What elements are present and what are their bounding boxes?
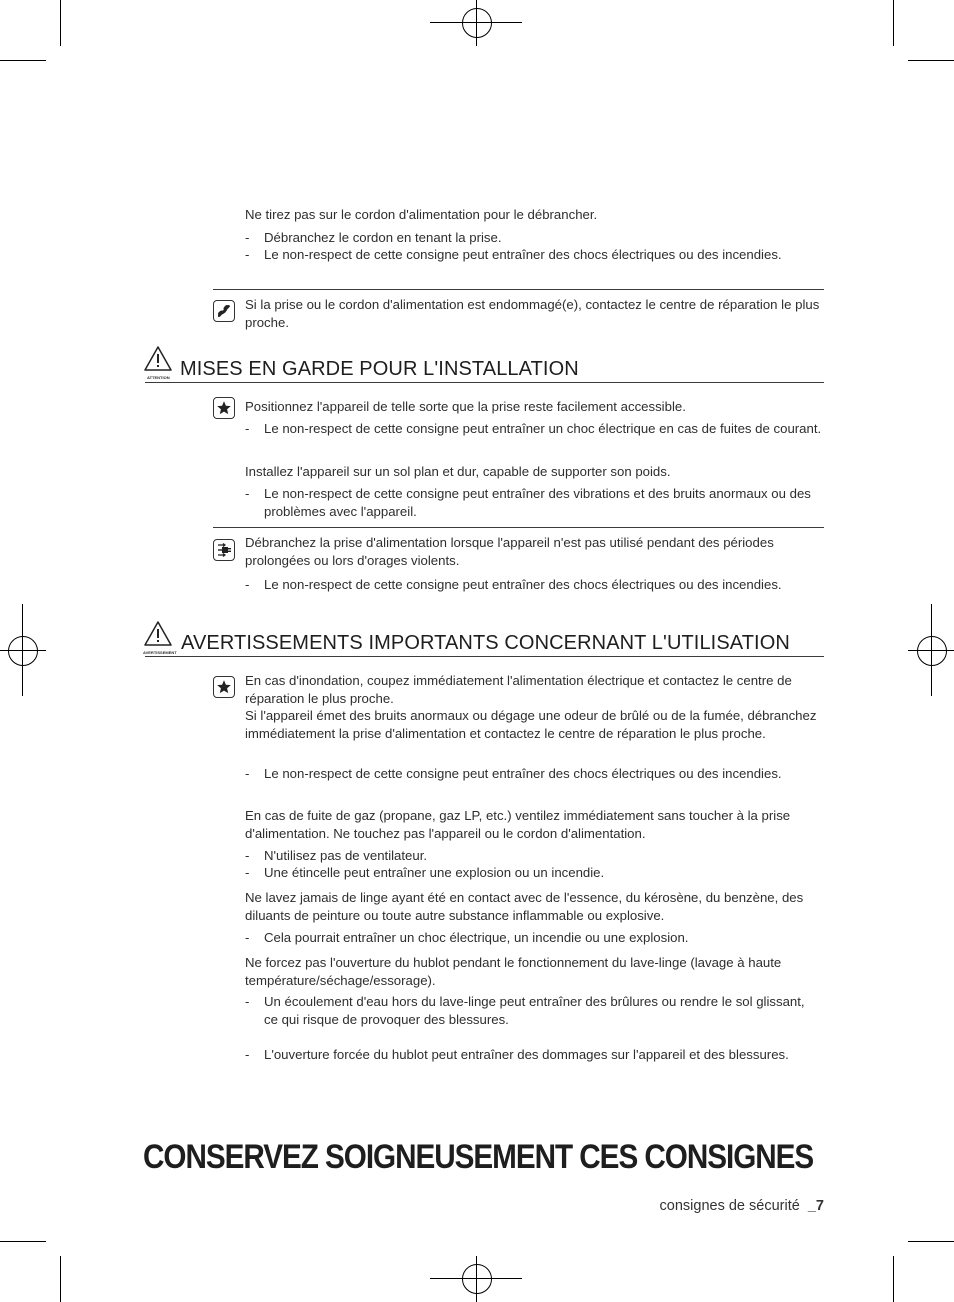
list-item: - L'ouverture forcée du hublot peut entraîner des dommages sur l'appareil et des blessures. bbox=[245, 1046, 825, 1064]
section-heading: MISES EN GARDE POUR L'INSTALLATION bbox=[180, 358, 579, 380]
section-heading: AVERTISSEMENTS IMPORTANTS CONCERNANT L'UTILISATION bbox=[181, 632, 790, 654]
paragraph: Si la prise ou le cordon d'alimentation est endommagé(e), contactez le centre de réparation le plus proche. bbox=[245, 297, 820, 330]
list-item-text: Débranchez le cordon en tenant la prise. bbox=[264, 230, 502, 245]
list-item: - Débranchez le cordon en tenant la prise. bbox=[245, 229, 825, 247]
paragraph: Ne lavez jamais de linge ayant été en contact avec de l'essence, du kérosène, du benzène, des diluants de peinture ou toute autre substance inflammable ou explosive. bbox=[245, 890, 804, 923]
unplug-icon bbox=[213, 539, 235, 561]
page-number-prefix: _ bbox=[807, 1198, 816, 1214]
list-item-text: Une étincelle peut entraîner une explosion ou un incendie. bbox=[264, 865, 605, 880]
list-item: - Le non-respect de cette consigne peut entraîner des chocs électriques ou des incendies. bbox=[245, 765, 825, 783]
paragraph: En cas de fuite de gaz (propane, gaz LP, etc.) ventilez immédiatement sans toucher à la prise d'alimentation. Ne touchez pas l'appareil ou le cordon d'alimentation. bbox=[245, 808, 791, 841]
list-item-text: L'ouverture forcée du hublot peut entraîner des dommages sur l'appareil et des blessures. bbox=[264, 1047, 789, 1062]
list-item-text: Le non-respect de cette consigne peut entraîner des vibrations et des bruits anormaux ou des problèmes avec l'appareil. bbox=[264, 486, 811, 519]
heading-underline bbox=[145, 382, 824, 383]
paragraph: Ne forcez pas l'ouverture du hublot pendant le fonctionnement du lave-linge (lavage à haute température/séchage/essorage). bbox=[245, 955, 782, 988]
list-item-text: Le non-respect de cette consigne peut entraîner des chocs électriques ou des incendies. bbox=[264, 766, 782, 781]
list-item: - Le non-respect de cette consigne peut entraîner des chocs électriques ou des incendies. bbox=[245, 576, 825, 594]
warning-triangle-icon bbox=[143, 621, 177, 655]
warning-label: ATTENTION bbox=[147, 375, 170, 380]
star-icon bbox=[213, 397, 235, 419]
heading-underline bbox=[145, 656, 824, 657]
paragraph: Installez l'appareil sur un sol plan et dur, capable de supporter son poids. bbox=[245, 464, 671, 479]
list-item-text: N'utilisez pas de ventilateur. bbox=[264, 848, 428, 863]
list-item: - N'utilisez pas de ventilateur. bbox=[245, 847, 825, 865]
list-item: - Un écoulement d'eau hors du lave-linge peut entraîner des brûlures ou rendre le sol glissant, ce qui risque de provoquer des blessures. bbox=[245, 993, 825, 1029]
list-item: - Le non-respect de cette consigne peut entraîner un choc électrique en cas de fuites de courant. bbox=[245, 420, 825, 438]
warning-triangle-icon bbox=[143, 346, 173, 380]
paragraph: Débranchez la prise d'alimentation lorsque l'appareil n'est pas utilisé pendant des périodes prolongées ou lors d'orages violents. bbox=[245, 535, 774, 568]
list-item-text: ce qui risque de provoquer des blessures. bbox=[264, 1012, 509, 1027]
list-item-text: Le non-respect de cette consigne peut entraîner des chocs électriques ou des incendies. bbox=[264, 247, 782, 262]
page-footer bbox=[660, 1198, 824, 1214]
paragraph: Ne tirez pas sur le cordon d'alimentation pour le débrancher. bbox=[245, 207, 598, 222]
footer-section-label: consignes de sécurité bbox=[659, 1198, 800, 1214]
contact-service-icon bbox=[213, 300, 235, 322]
paragraph: En cas d'inondation, coupez immédiatement l'alimentation électrique et contactez le centre de réparation le plus proche. bbox=[245, 673, 792, 706]
list-item: - Le non-respect de cette consigne peut entraîner des chocs électriques ou des incendies. bbox=[245, 246, 825, 264]
list-item-text: Le non-respect de cette consigne peut entraîner un choc électrique en cas de fuites de courant. bbox=[264, 421, 822, 436]
divider bbox=[213, 527, 824, 528]
paragraph: Si l'appareil émet des bruits anormaux ou dégage une odeur de brûlé ou de la fumée, débranchez immédiatement la prise d'alimentation et contactez le centre de réparation le plus proche. bbox=[245, 708, 817, 741]
list-item-text: Un écoulement d'eau hors du lave-linge peut entraîner des brûlures ou rendre le sol glissant, bbox=[264, 994, 805, 1009]
paragraph: Positionnez l'appareil de telle sorte que la prise reste facilement accessible. bbox=[245, 399, 686, 414]
list-item: - Le non-respect de cette consigne peut entraîner des vibrations et des bruits anormaux ou des problèmes avec l'appareil. bbox=[245, 485, 825, 521]
closing-title: CONSERVEZ SOIGNEUSEMENT CES CONSIGNES bbox=[143, 1138, 814, 1176]
list-item-text: Cela pourrait entraîner un choc électrique, un incendie ou une explosion. bbox=[264, 930, 689, 945]
star-icon bbox=[213, 676, 235, 698]
page-number: 7 bbox=[815, 1198, 824, 1214]
warning-label: AVERTISSEMENT bbox=[143, 650, 177, 655]
list-item: - Une étincelle peut entraîner une explosion ou un incendie. bbox=[245, 864, 825, 882]
list-item-text: Le non-respect de cette consigne peut entraîner des chocs électriques ou des incendies. bbox=[264, 577, 782, 592]
divider bbox=[213, 289, 824, 290]
list-item: - Cela pourrait entraîner un choc électrique, un incendie ou une explosion. bbox=[245, 929, 825, 947]
